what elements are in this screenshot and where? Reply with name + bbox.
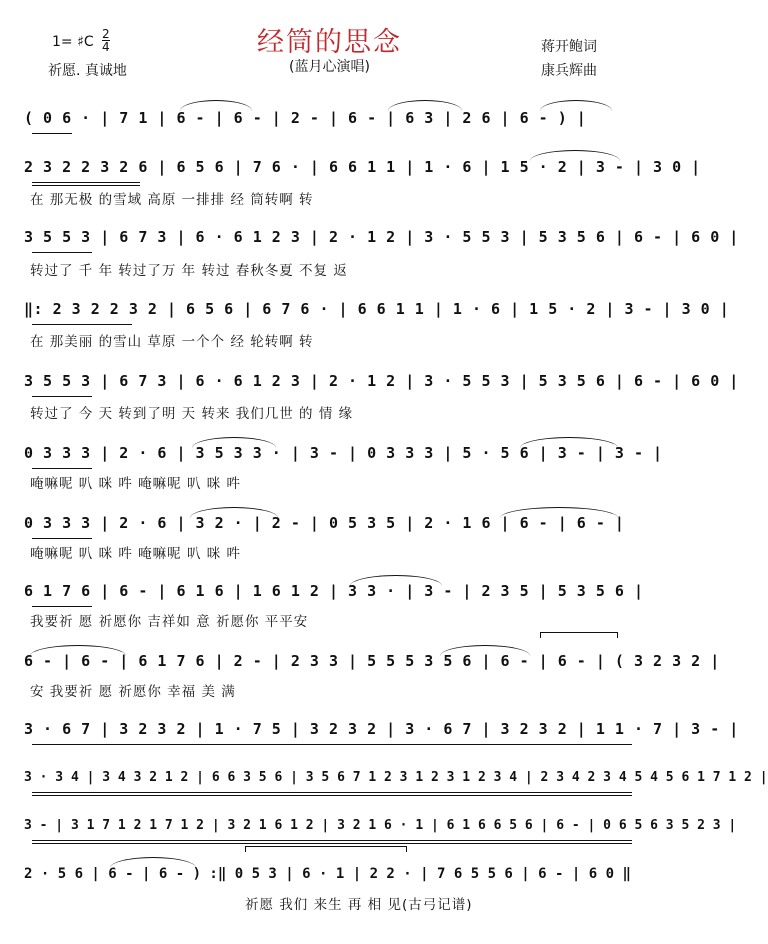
beam-line: [32, 606, 92, 607]
beam-line: [32, 252, 92, 253]
score-row-13: 2 · 5 6 | 6 - | 6 - ) :‖ 0 5 3 | 6 · 1 | 2 2 · | 7 6 5 5 6 | 6 - | 6 0 ‖: [24, 866, 631, 882]
score-row-12: 3 - | 3 1 7 1 2 1 7 1 2 | 3 2 1 6 1 2 | 3 2 1 6 · 1 | 6 1 6 6 5 6 | 6 - | 0 6 5 6 3 5 2 3 |: [24, 818, 737, 833]
beam-line: [32, 744, 632, 745]
lyric-line-6: 唵嘛呢 叭 咪 吽 唵嘛呢 叭 咪 吽: [30, 546, 242, 562]
tie-mark: [520, 437, 618, 448]
score-row-1: ( 0 6 · | 7 1 | 6 - | 6 - | 2 - | 6 - | 6 3 | 2 6 | 6 - ) |: [24, 109, 587, 127]
score-row-2: 2 3 2 2 3 2 6 | 6 5 6 | 7 6 · | 6 6 1 1 | 1 · 6 | 1 5 · 2 | 3 - | 3 0 |: [24, 158, 701, 176]
score-row-6: 0 3 3 3 | 2 · 6 | 3 5 3 3 · | 3 - | 0 3 3 3 | 5 · 5 6 | 3 - | 3 - |: [24, 444, 663, 462]
beam-line: [32, 324, 132, 325]
beam-line: [32, 133, 72, 134]
tie-mark: [190, 507, 278, 518]
lyricist-credit: 蒋开鲍词: [541, 39, 597, 55]
composer-credit: 康兵辉曲: [541, 63, 597, 79]
lyric-line-9: 祈愿 我们 来生 再 相 见(古弓记谱): [245, 897, 473, 913]
tie-mark: [180, 100, 252, 111]
tie-mark: [110, 857, 196, 868]
beam-line: [32, 185, 140, 186]
tie-mark: [530, 150, 620, 161]
meter-top: 2: [102, 27, 110, 41]
tie-mark: [440, 645, 530, 656]
lyric-line-2: 转过了 千 年 转过了万 年 转过 春秋冬夏 不复 返: [30, 263, 348, 279]
beam-line: [32, 792, 632, 793]
lyric-line-4: 转过了 今 天 转到了明 天 转来 我们几世 的 情 缘: [30, 406, 354, 422]
expression-marking: 祈愿. 真诚地: [48, 63, 127, 79]
grouping-bracket: [245, 846, 407, 852]
lyric-line-8: 安 我要祈 愿 祈愿你 幸福 美 满: [30, 684, 236, 700]
beam-line: [32, 468, 92, 469]
tie-mark: [500, 507, 618, 518]
tie-mark: [540, 100, 612, 111]
beam-line: [32, 795, 632, 796]
performer-subtitle: (蓝月心演唱): [289, 59, 370, 75]
score-row-7: 0 3 3 3 | 2 · 6 | 3 2 · | 2 - | 0 5 3 5 | 2 · 1 6 | 6 - | 6 - |: [24, 514, 625, 532]
score-row-3: 3 5 5 3 | 6 7 3 | 6 · 6 1 2 3 | 2 · 1 2 | 3 · 5 5 3 | 5 3 5 6 | 6 - | 6 0 |: [24, 228, 739, 246]
score-row-8: 6 1 7 6 | 6 - | 6 1 6 | 1 6 1 2 | 3 3 · | 3 - | 2 3 5 | 5 3 5 6 |: [24, 582, 644, 600]
grouping-bracket: [540, 632, 618, 638]
tie-mark: [350, 575, 442, 586]
score-row-11: 3 · 3 4 | 3 4 3 2 1 2 | 6 6 3 5 6 | 3 5 6 7 1 2 3 1 2 3 1 2 3 4 | 2 3 4 2 3 4 5 4 5 6 1 7 1 2 |: [24, 770, 768, 785]
lyric-line-5: 唵嘛呢 叭 咪 吽 唵嘛呢 叭 咪 吽: [30, 476, 242, 492]
beam-line: [32, 840, 632, 841]
score-row-4: ‖: 2 3 2 2 3 2 | 6 5 6 | 6 7 6 · | 6 6 1 1 | 1 · 6 | 1 5 · 2 | 3 - | 3 0 |: [24, 300, 730, 318]
key-signature: 1= ♯C: [52, 34, 94, 50]
beam-line: [32, 538, 92, 539]
beam-line: [32, 182, 140, 183]
tie-mark: [388, 100, 462, 111]
score-row-9: 6 - | 6 - | 6 1 7 6 | 2 - | 2 3 3 | 5 5 5 3 5 6 | 6 - | 6 - | ( 3 2 3 2 |: [24, 652, 720, 670]
lyric-line-1: 在 那无极 的雪域 高原 一排排 经 筒转啊 转: [30, 192, 314, 208]
time-signature: [102, 28, 110, 53]
lyric-line-7: 我要祈 愿 祈愿你 吉祥如 意 祈愿你 平平安: [30, 614, 309, 630]
beam-line: [32, 396, 92, 397]
score-row-5: 3 5 5 3 | 6 7 3 | 6 · 6 1 2 3 | 2 · 1 2 | 3 · 5 5 3 | 5 3 5 6 | 6 - | 6 0 |: [24, 372, 739, 390]
beam-line: [32, 843, 632, 844]
tie-mark: [192, 437, 276, 448]
tie-mark: [30, 645, 126, 656]
song-title: 经筒的思念: [257, 27, 402, 58]
meter-bottom: 4: [102, 40, 110, 54]
score-row-10: 3 · 6 7 | 3 2 3 2 | 1 · 7 5 | 3 2 3 2 | 3 · 6 7 | 3 2 3 2 | 1 1 · 7 | 3 - |: [24, 720, 739, 738]
lyric-line-3: 在 那美丽 的雪山 草原 一个个 经 轮转啊 转: [30, 334, 314, 350]
